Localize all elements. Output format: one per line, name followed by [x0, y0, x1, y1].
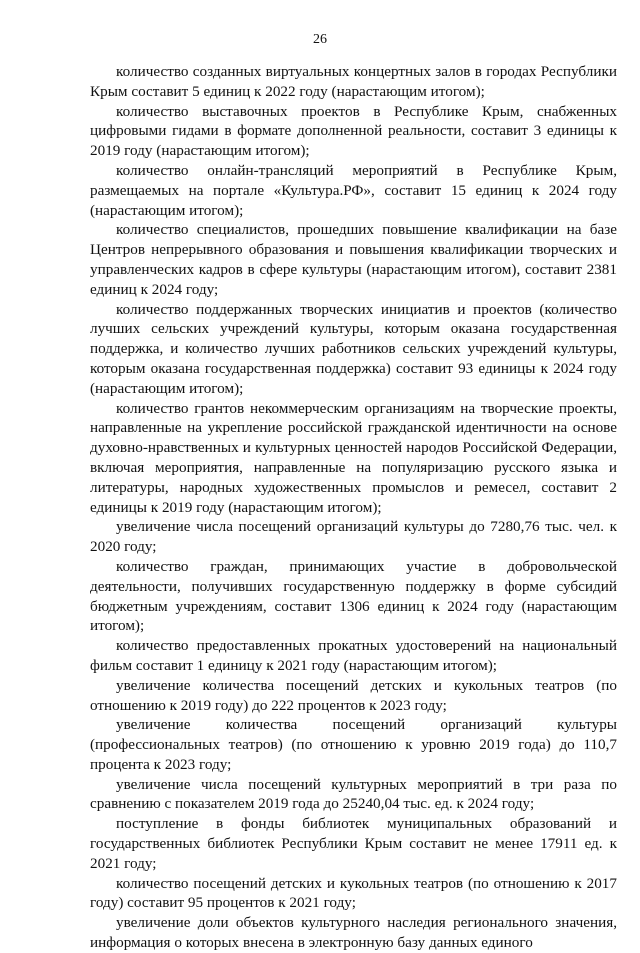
paragraph: увеличение доли объектов культурного наследия регионального значения, информация о которых внесена в электронную базу данных единого [90, 914, 617, 952]
paragraph: количество специалистов, прошедших повышение квалификации на базе Центров непрерывного образования и повышения квалификации творческих и управленческих кадров в сфере культуры (нарастающим итогом), составит 2381 единиц к 2024 году; [90, 221, 617, 298]
page-number: 26 [313, 32, 327, 47]
paragraph: поступление в фонды библиотек муниципальных образований и государственных библиотек Республики Крым составит не менее 17911 ед. к 2021 году; [90, 815, 617, 872]
paragraph: количество грантов некоммерческим организациям на творческие проекты, направленные на укрепление российской гражданской идентичности на основе духовно-нравственных и культурных ценностей народов Российской Федерации, включая мероприятия, направленные на популяризацию русского языка и литературы, народных художественных промыслов и ремесел, составит 2 единицы к 2019 году (нарастающим итогом); [90, 399, 617, 516]
paragraph: количество граждан, принимающих участие в добровольческой деятельности, получивших государственную поддержку в форме субсидий бюджетным учреждениям, составит 1306 единиц к 2024 году (нарастающим итогом); [90, 557, 617, 635]
paragraph: увеличение количества посещений детских и кукольных театров (по отношению к 2019 году) до 222 процентов к 2023 году; [90, 676, 617, 714]
paragraph: количество посещений детских и кукольных театров (по отношению к 2017 году) составит 95 процентов к 2021 году; [90, 874, 617, 912]
paragraph: количество онлайн-трансляций мероприятий в Республике Крым, размещаемых на портале «Культура.РФ», составит 15 единиц к 2024 году (нарастающим итогом); [90, 161, 617, 219]
paragraph: количество предоставленных прокатных удостоверений на национальный фильм составит 1 единицу к 2021 году (нарастающим итогом); [90, 637, 617, 674]
paragraph: увеличение числа посещений организаций культуры до 7280,76 тыс. чел. к 2020 году; [90, 518, 617, 556]
paragraph: количество поддержанных творческих инициатив и проектов (количество лучших сельских учреждений культуры, которым оказана государственная поддержка, и количество лучших работников сельских учреждений культуры, которым оказана государственная поддержка) составит 93 единицы к 2024 году (нарастающим итогом); [90, 300, 617, 397]
paragraph: увеличение количества посещений организаций культуры (профессиональных театров) (по отношению к уровню 2019 года) до 110,7 процента к 2023 году; [90, 716, 617, 773]
paragraph: количество созданных виртуальных концертных залов в городах Республики Крым составит 5 единиц к 2022 году (нарастающим итогом); [90, 63, 617, 100]
body-text [90, 62, 617, 953]
paragraph: количество выставочных проектов в Республике Крым, снабженных цифровыми гидами в формате дополненной реальности, составит 3 единицы к 2019 году (нарастающим итогом); [90, 102, 617, 160]
paragraph: увеличение числа посещений культурных мероприятий в три раза по сравнению с показателем 2019 года до 25240,04 тыс. ед. к 2024 году; [90, 775, 617, 813]
